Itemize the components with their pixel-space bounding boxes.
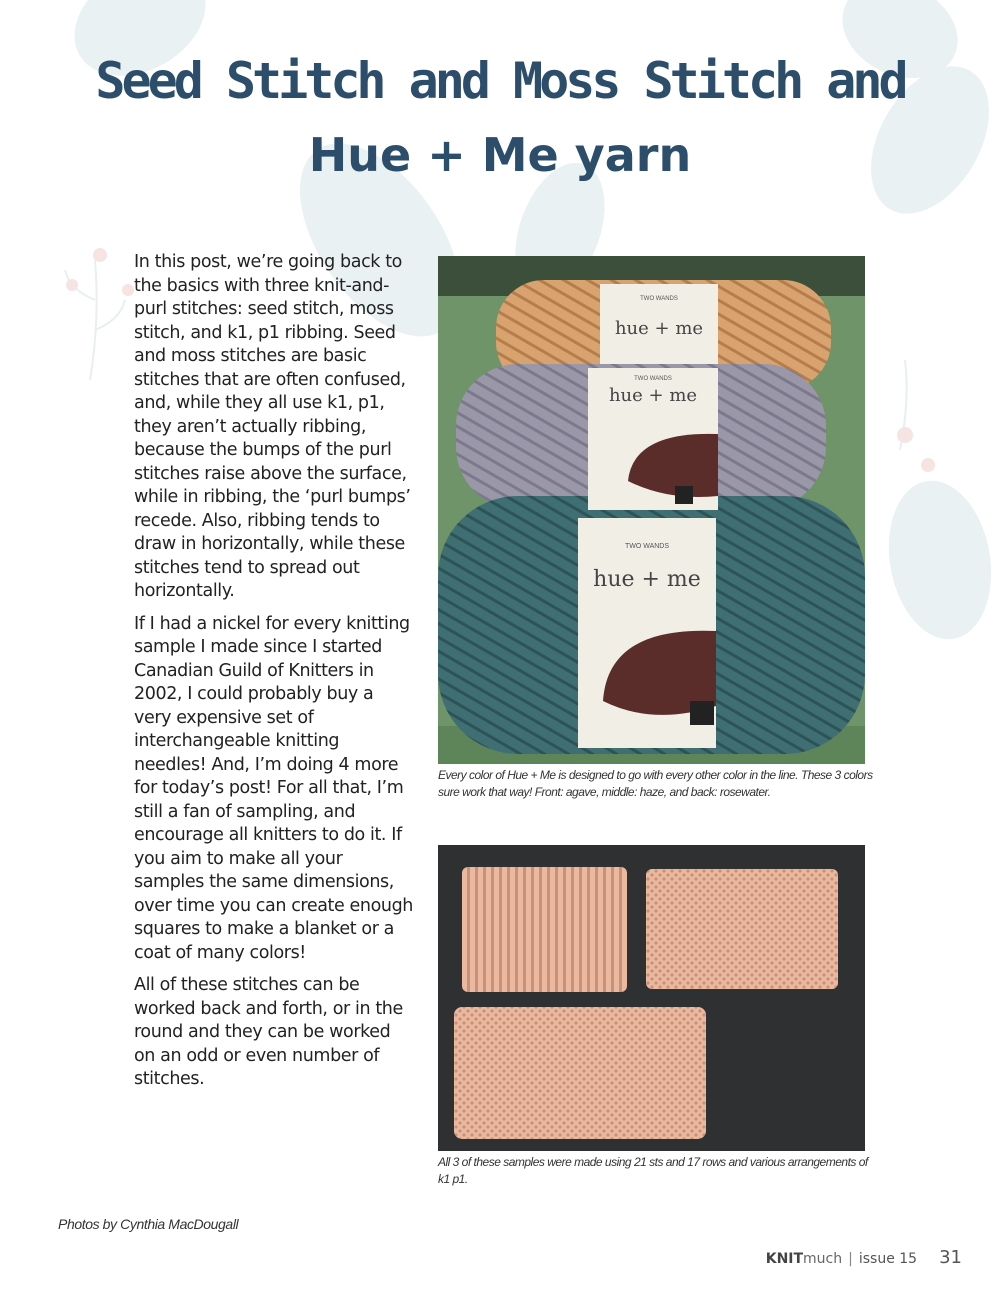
seed-stitch-swatch [454,1007,706,1139]
paragraph-1: In this post, we’re going back to the basics with three knit-and-purl stitches: seed stitch, moss stitch, and k1, p1 ribbing. Seed and moss stitches are basic stitches that are often confused, and, while they all use k1, p1, they aren’t actually ribbing, because the bumps of the purl stitches raise above the surface, while in ribbing, the ‘purl bumps’ recede. Also, ribbing tends to draw in horizontally, while these stitches tend to spread out horizontally. [134,252,411,601]
footer-brand-much: much [803,1251,843,1267]
stitch-swatches-photo [438,845,865,1151]
label-brand-front: TWO WANDS [624,543,670,550]
yarn-label-back [600,284,718,364]
page-footer [766,1247,962,1268]
article-body [134,251,414,1101]
yarn-skeins-photo [438,256,865,764]
photo-credit: Photos by Cynthia MacDougall [58,1216,239,1232]
label-brand-middle: TWO WANDS [634,376,672,382]
paragraph-2: If I had a nickel for every knitting sample I made since I started Canadian Guild of Knitters in 2002, I could probably buy a very expensive set of interchangeable knitting needles! And, I’m doing 4 more for today’s post! For all that, I’m still a fan of sampling, and encourage all knitters to do it. If you aim to make all your samples the same dimensions, over time you can create enough squares to make a blanket or a coat of many colors! [134,613,413,963]
footer-separator: | [848,1251,853,1267]
yarn-label-front [578,518,716,748]
footer-brand-knit: KNIT [765,1251,804,1267]
yarn-label-middle [588,368,718,510]
paragraph-3: All of these stitches can be worked back and forth, or in the round and they can be worked on an odd or even number of stitches. [134,975,403,1089]
footer-issue: issue 15 [858,1251,918,1267]
page-title-line-2: Hue + Me yarn [308,128,692,182]
moss-stitch-swatch [646,869,838,989]
label-brand-back: TWO WANDS [640,296,678,302]
page-title-line-1: Seed Stitch and Moss Stitch and [95,52,905,110]
page-number: 31 [939,1247,962,1268]
label-name-back: hue + me [614,318,704,339]
label-name-middle: hue + me [608,385,698,406]
label-name-front: hue + me [593,567,701,592]
swatch-photo-caption: All 3 of these samples were made using 21 sts and 17 rows and various arrangements of k1 p1. [438,1155,868,1186]
ribbing-swatch [462,867,627,992]
yarn-photo-caption: Every color of Hue + Me is designed to go with every other color in the line. These 3 colors sure work that way! Front: agave, middle: haze, and back: rosewater. [438,768,873,799]
